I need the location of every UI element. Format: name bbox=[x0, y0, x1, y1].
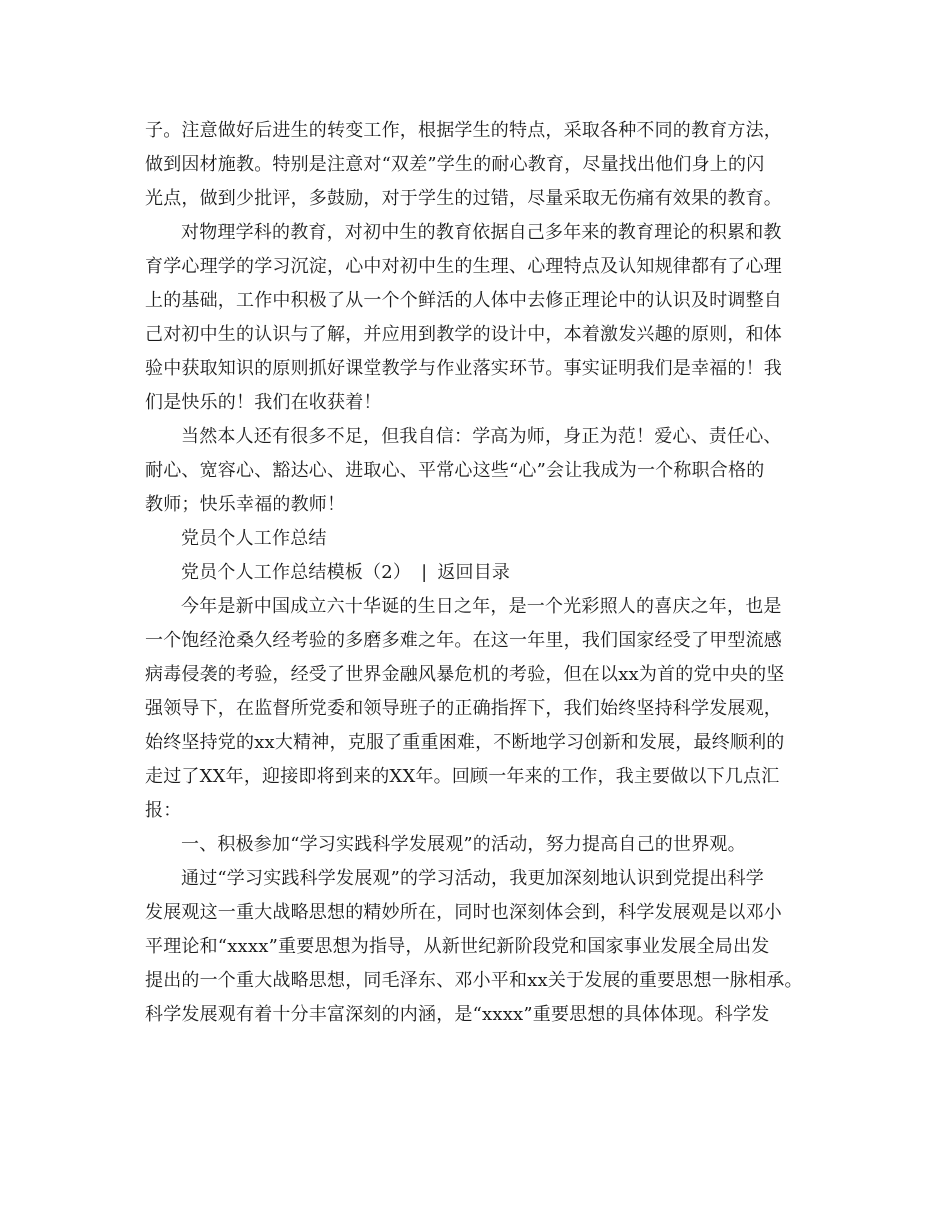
paragraph-line: 上的基础，工作中积极了从一个个鲜活的人体中去修正理论中的认识及时调整自 bbox=[145, 290, 782, 311]
paragraph-line: 平理论和“xxxx”重要思想为指导，从新世纪新阶段党和国家事业发展全局出发 bbox=[145, 936, 770, 957]
paragraph-line: 通过“学习实践科学发展观”的学习活动，我更加深刻地认识到党提出科学 bbox=[181, 868, 765, 889]
paragraph-line: 病毒侵袭的考验，经受了世界金融风暴危机的考验，但在以xx为首的党中央的坚 bbox=[145, 664, 785, 685]
paragraph-line: 子。注意做好后进生的转变工作，根据学生的特点，采取各种不同的教育方法， bbox=[145, 120, 782, 141]
document-body bbox=[145, 114, 810, 1032]
paragraph-line: 一个饱经沧桑久经考验的多磨多难之年。在这一年里，我们国家经受了甲型流感 bbox=[145, 630, 782, 651]
paragraph-line: 验中获取知识的原则抓好课堂教学与作业落实环节。事实证明我们是幸福的！我 bbox=[145, 358, 782, 379]
paragraph-line: 己对初中生的认识与了解，并应用到教学的设计中，本着激发兴趣的原则，和体 bbox=[145, 324, 782, 345]
nav-separator: | bbox=[421, 562, 428, 583]
paragraph-line: 教师；快乐幸福的教师！ bbox=[145, 494, 346, 515]
template-nav-line bbox=[145, 556, 810, 590]
section-heading: 一、积极参加“学习实践科学发展观”的活动，努力提高自己的世界观。 bbox=[181, 834, 746, 855]
section-heading: 党员个人工作总结 bbox=[181, 528, 327, 549]
paragraph-line: 当然本人还有很多不足，但我自信：学高为师，身正为范！爱心、责任心、 bbox=[181, 426, 782, 447]
paragraph-line: 科学发展观有着十分丰富深刻的内涵，是“xxxx”重要思想的具体体现。科学发 bbox=[145, 1004, 770, 1025]
paragraph-line: 发展观这一重大战略思想的精妙所在，同时也深刻体会到，科学发展观是以邓小 bbox=[145, 902, 782, 923]
paragraph-line: 强领导下，在监督所党委和领导班子的正确指挥下，我们始终坚持科学发展观， bbox=[145, 698, 782, 719]
paragraph-line: 耐心、宽容心、豁达心、进取心、平常心这些“心”会让我成为一个称职合格的 bbox=[145, 460, 765, 481]
paragraph-line: 们是快乐的！我们在收获着！ bbox=[145, 392, 382, 413]
template-title: 党员个人工作总结模板（2） bbox=[181, 562, 412, 583]
paragraph-line: 走过了XX年，迎接即将到来的XX年。回顾一年来的工作，我主要做以下几点汇 bbox=[145, 766, 780, 787]
paragraph-line: 今年是新中国成立六十华诞的生日之年，是一个光彩照人的喜庆之年，也是 bbox=[181, 596, 782, 617]
paragraph-line: 做到因材施教。特别是注意对“双差”学生的耐心教育，尽量找出他们身上的闪 bbox=[145, 154, 765, 175]
paragraph-line: 育学心理学的学习沉淀，心中对初中生的生理、心理特点及认知规律都有了心理 bbox=[145, 256, 782, 277]
paragraph-line: 对物理学科的教育，对初中生的教育依据自己多年来的教育理论的积累和教 bbox=[181, 222, 782, 243]
back-to-toc-link[interactable]: 返回目录 bbox=[437, 562, 511, 583]
paragraph-line: 始终坚持党的xx大精神，克服了重重困难，不断地学习创新和发展，最终顺利的 bbox=[145, 732, 785, 753]
paragraph-line: 提出的一个重大战略思想，同毛泽东、邓小平和xx关于发展的重要思想一脉相承。 bbox=[145, 970, 803, 991]
paragraph-line: 报： bbox=[145, 800, 182, 821]
paragraph-line: 光点，做到少批评，多鼓励，对于学生的过错，尽量采取无伤痛有效果的教育。 bbox=[145, 188, 782, 209]
